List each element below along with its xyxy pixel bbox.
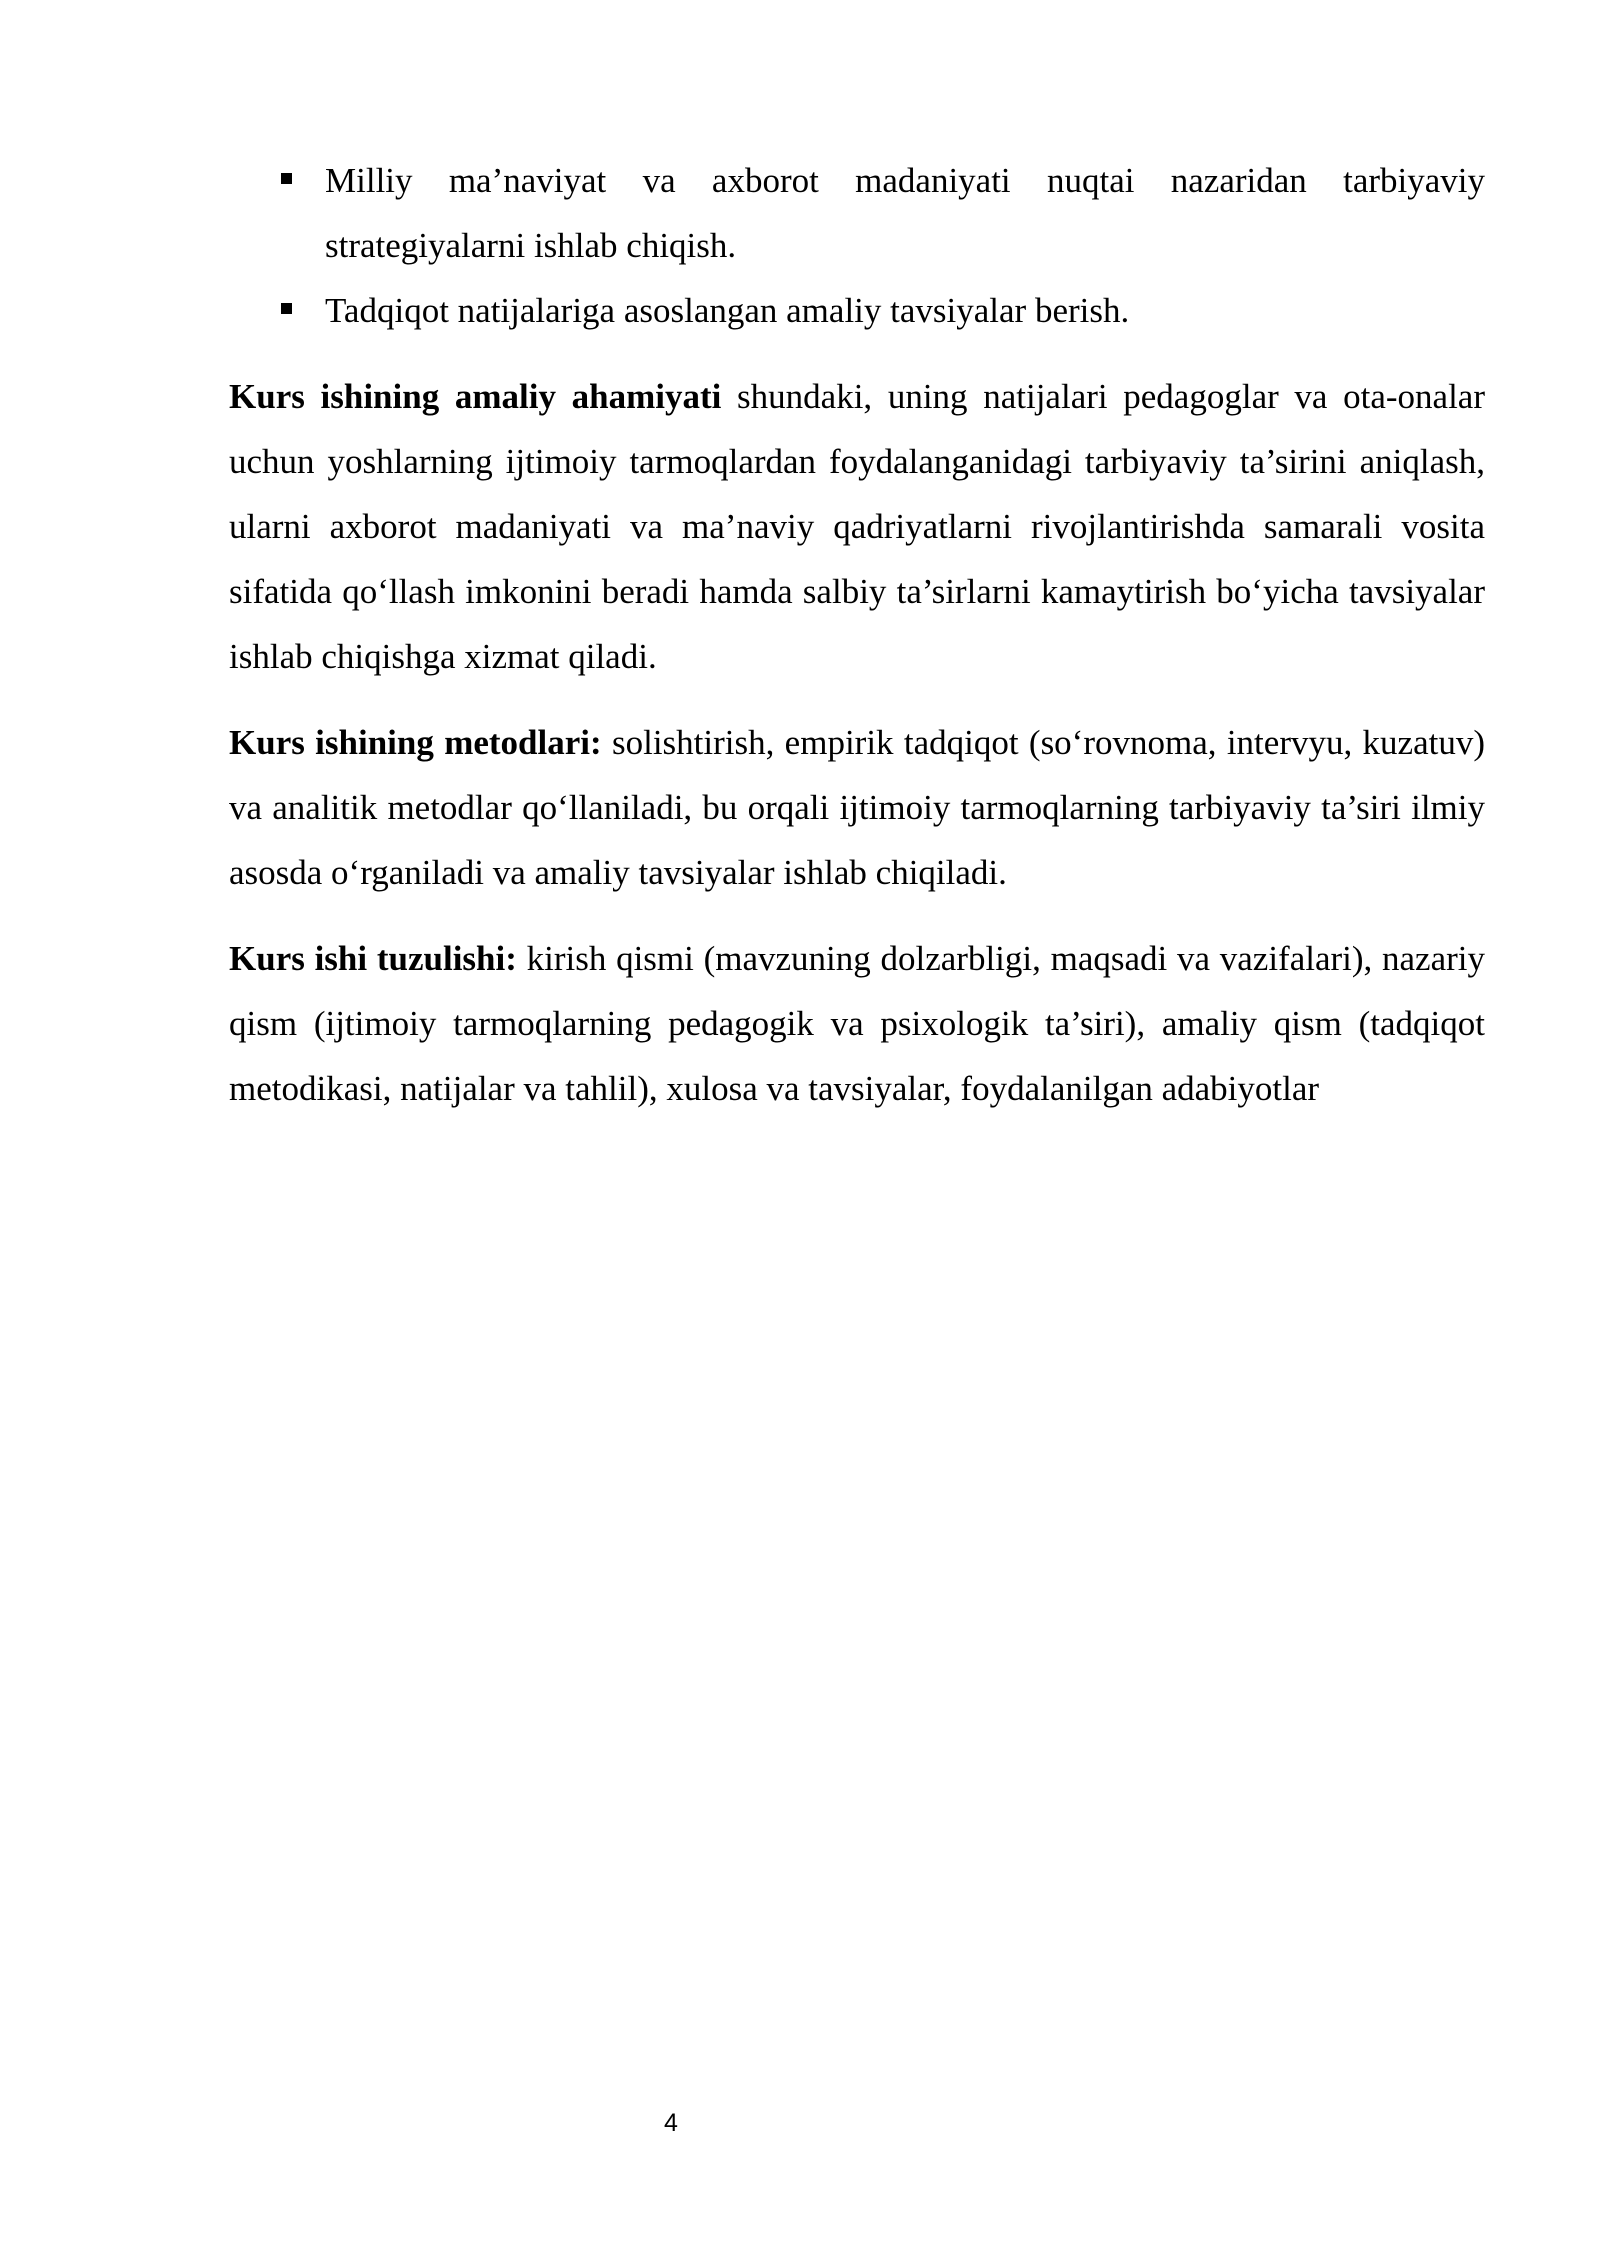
list-item — [229, 148, 1485, 278]
square-bullet-icon — [281, 173, 292, 184]
bullet-list — [229, 148, 1485, 343]
paragraph-practical-significance — [229, 364, 1485, 689]
paragraph-heading: Kurs ishining metodlari: — [229, 723, 602, 762]
paragraph-text: kirish qismi (mavzuning dolzarbligi, maqsadi va vazifalari), nazariy qism (ijtimoiy tarmoqlarning pedagogik va psixologik ta’siri), amaliy qism (tadqiqot metodikasi, natijalar va tahlil), xulosa va tavsiyalar, foydalanilgan adabiyotlar — [229, 939, 1485, 1108]
bullet-text: Milliy ma’naviyat va axborot madaniyati nuqtai nazaridan tarbiyaviy strategiyalarni ishlab chiqish. — [325, 161, 1485, 265]
square-bullet-icon — [281, 303, 292, 314]
paragraph-structure — [229, 926, 1485, 1121]
list-item — [229, 278, 1485, 343]
page-content — [229, 148, 1485, 1121]
paragraph-methods — [229, 710, 1485, 905]
bullet-text: Tadqiqot natijalariga asoslangan amaliy tavsiyalar berish. — [325, 291, 1130, 330]
paragraph-text: solishtirish, empirik tadqiqot (so‘rovnoma, intervyu, kuzatuv) va analitik metodlar qo‘llaniladi, bu orqali ijtimoiy tarmoqlarning tarbiyaviy ta’siri ilmiy asosda o‘rganiladi va amaliy tavsiyalar ishlab chiqiladi. — [229, 723, 1485, 892]
paragraph-heading: Kurs ishi tuzulishi: — [229, 939, 517, 978]
paragraph-text: shundaki, uning natijalari pedagoglar va ota-onalar uchun yoshlarning ijtimoiy tarmoqlardan foydalanganidagi tarbiyaviy ta’sirini aniqlash, ularni axborot madaniyati va ma’naviy qadriyatlarni rivojlantirishda samarali vosita sifatida qo‘llash imkonini beradi hamda salbiy ta’sirlarni kamaytirish bo‘yicha tavsiyalar ishlab chiqishga xizmat qiladi. — [229, 377, 1485, 676]
paragraph-heading: Kurs ishining amaliy ahamiyati — [229, 377, 722, 416]
page-number: 4 — [664, 2109, 678, 2137]
